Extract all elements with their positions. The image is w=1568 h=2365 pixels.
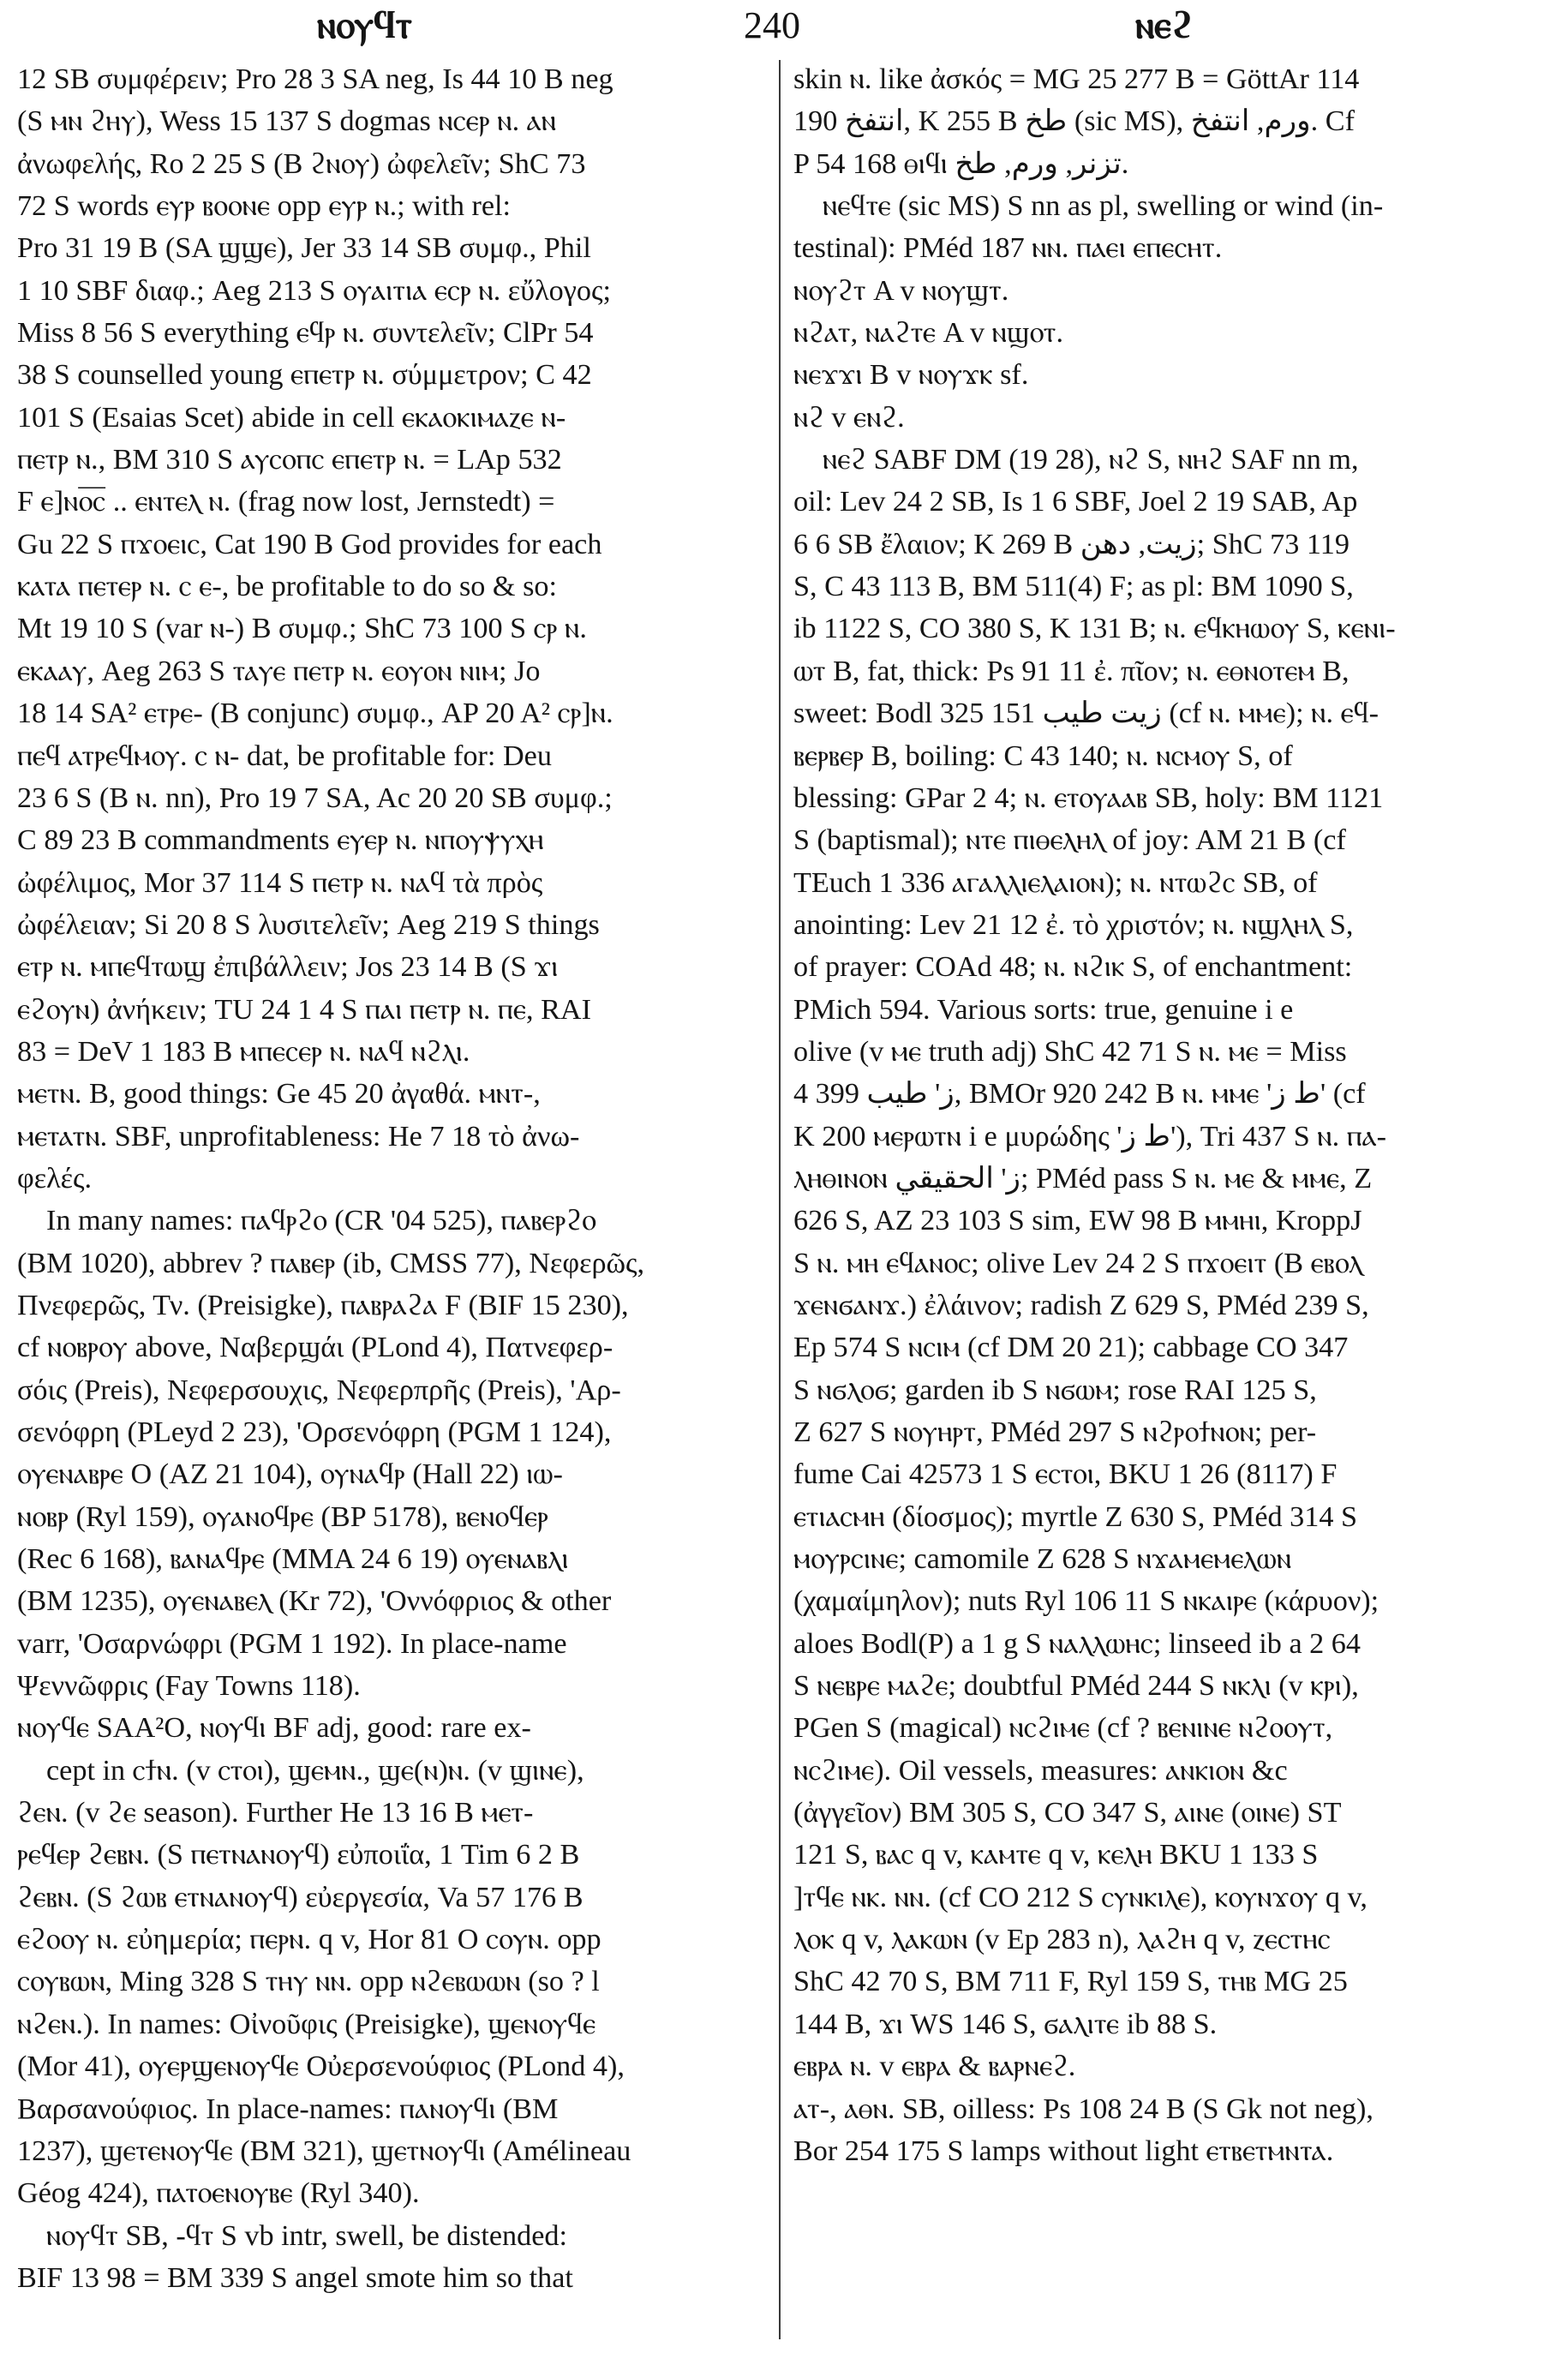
left-column-line: φελές. <box>17 1162 93 1194</box>
left-column-line: 1 10 SBF διαφ.; Aeg 213 S ⲟⲩⲁⲓⲧⲓⲁ ⲉⲥⲣ ⲛ. εὔλογος; <box>17 274 611 307</box>
right-column-line: ib 1122 S, CO 380 S, K 131 B; ⲛ. ⲉϥⲕⲏⲱⲟⲩ S, ⲕⲉⲛⲓ- <box>793 613 1396 645</box>
left-column-line: Géog 424), ⲡⲁⲧⲟⲉⲛⲟⲩⲃⲉ (Ryl 340). <box>17 2177 420 2210</box>
right-column-line: fume Cai 42573 1 S ⲉⲥⲧⲟⲓ, BKU 1 26 (8117) F <box>793 1458 1338 1491</box>
right-column-line: ⲛⲉϫϫⲓ B v ⲛⲟⲩϫⲕ sf. <box>793 359 1029 392</box>
left-column-line: cf ⲛⲟⲃⲣⲟⲩ above, Ναβερϣάι (PLond 4), Πατνεφερ- <box>17 1332 613 1364</box>
left-column-line: ὠφέλιμος, Mor 37 114 S ⲡⲉⲧⲣ ⲛ. ⲛⲁϥ τὰ πρὸς <box>17 866 543 899</box>
right-column-line: S ⲛⲉⲃⲣⲉ ⲙⲁϩⲉ; doubtful PMéd 244 S ⲛⲕⲗⲓ (v ⲕⲣⲓ), <box>793 1670 1359 1703</box>
left-column-line: ⲙⲉⲧⲛ. B, good things: Ge 45 20 ἀγαθά. ⲙⲛⲧ-, <box>17 1078 541 1111</box>
left-column-line: ἀνωφελής, Ro 2 25 S (B ϩⲛⲟⲩ) ὠφελεῖν; ShC 73 <box>17 147 586 180</box>
right-column-line: ⲙⲟⲩⲣⲥⲓⲛⲉ; camomile Z 628 S ⲛϫⲁⲙⲉⲙⲉⲗⲱⲛ <box>793 1543 1292 1576</box>
left-column-line: ⲛϩⲉⲛ.). In names: Οἰνοῦφις (Preisigke), ϣⲉⲛⲟⲩϥⲉ <box>17 2008 596 2040</box>
left-column-line: (Rec 6 168), ⲃⲁⲛⲁϥⲣⲉ (MMA 24 6 19) ⲟⲩⲉⲛⲁⲃⲗⲓ <box>17 1543 569 1576</box>
right-column-line: olive (v ⲙⲉ truth adj) ShC 42 71 S ⲛ. ⲙⲉ = Miss <box>793 1035 1347 1068</box>
right-column-line: S (baptismal); ⲛⲧⲉ ⲡⲓⲑⲉⲗⲏⲗ of joy: AM 21 B (cf <box>793 824 1346 857</box>
left-column-line: 12 SB συμφέρειν; Pro 28 3 SA neg, Is 44 10 B neg <box>17 63 613 95</box>
right-column-line: ⲗⲏⲑⲓⲛⲟⲛ ز' الحقيقي; PMéd pass S ⲛ. ⲙⲉ & ⲙⲙⲉ, Z <box>793 1162 1373 1194</box>
running-head-right: ⲛⲉϩ <box>1135 4 1194 46</box>
left-column-line: ⲕⲁⲧⲁ ⲡⲉⲧⲉⲣ ⲛ. ⲥ ⲉ-, be profitable to do so & so: <box>17 571 557 603</box>
right-column-line: 4 399 ز' طيب, BMOr 920 242 B ⲛ. ⲙⲙⲉ 'ط ز' (cf <box>793 1078 1366 1111</box>
right-column-line: ⲛⲟⲩϩⲧ A v ⲛⲟⲩϣⲧ. <box>793 274 1009 307</box>
right-column-line: ShC 42 70 S, BM 711 F, Ryl 159 S, ⲧⲏⲃ MG 25 <box>793 1966 1348 1998</box>
right-column-line: of prayer: COAd 48; ⲛ. ⲛϩⲓⲕ S, of enchantment: <box>793 951 1353 984</box>
right-column-line: S ⲛ. ⲙⲏ ⲉϥⲁⲛⲟⲥ; olive Lev 24 2 S ⲡϫⲟⲉⲓⲧ (B ⲉⲃⲟⲗ <box>793 1247 1363 1279</box>
left-column-line: 1237), ϣⲉⲧⲉⲛⲟⲩϥⲉ (BM 321), ϣⲉⲧⲛⲟⲩϥⲓ (Amélineau <box>17 2134 631 2167</box>
right-column-line: Bor 254 175 S lamps without light ⲉⲧⲃⲉⲧⲙⲛⲧⲁ. <box>793 2134 1334 2167</box>
right-column-line: PGen S (magical) ⲛⲥϩⲓⲙⲉ (cf ? ⲃⲉⲛⲓⲛⲉ ⲛϩⲟⲟⲩⲧ, <box>793 1712 1333 1745</box>
right-column-line: ⲛⲥϩⲓⲙⲉ). Oil vessels, measures: ⲁⲛⲕⲓⲟⲛ &c <box>793 1754 1288 1787</box>
left-column-line: ⲉⲕⲁⲁⲩ, Aeg 263 S ⲧⲁⲩⲉ ⲡⲉⲧⲣ ⲛ. ⲉⲟⲩⲟⲛ ⲛⲓⲙ; Jo <box>17 655 541 687</box>
left-column-line: (S ⲙⲛ ϩⲏⲩ), Wess 15 137 S dogmas ⲛⲥⲉⲣ ⲛ. ⲁⲛ <box>17 105 557 138</box>
right-column-line: 626 S, AZ 23 103 S sim, EW 98 B ⲙⲙⲏⲓ, KroppJ <box>793 1205 1362 1237</box>
left-column-line: ⲙⲉⲧⲁⲧⲛ. SBF, unprofitableness: He 7 18 τὸ ἀνω- <box>17 1120 580 1153</box>
left-column-line: ⲛⲟⲩϥⲉ SAA²O, ⲛⲟⲩϥⲓ BF adj, good: rare ex- <box>17 1712 531 1745</box>
left-column-line: varr, 'Οσαρνώφρι (PGM 1 192). In place-name <box>17 1627 567 1660</box>
right-column-line: ⲛⲉϥⲧⲉ (sic MS) S nn as pl, swelling or wind (in- <box>823 190 1384 223</box>
left-column-line: ⲟⲩⲉⲛⲁⲃⲣⲉ O (AZ 21 104), ⲟⲩⲛⲁϥⲣ (Hall 22) ⲓⲱ- <box>17 1458 563 1491</box>
right-column-line: 6 6 SB ἔλαιον; K 269 B زيت, دهن; ShC 73 119 <box>793 528 1350 560</box>
left-column-line: 23 6 S (B ⲛ. nn), Pro 19 7 SA, Ac 20 20 SB συμφ.; <box>17 781 613 814</box>
left-column-line: 18 14 SA² ⲉⲧⲣⲉ- (B conjunc) συμφ., AP 20 A² ⲥⲣ]ⲛ. <box>17 698 613 730</box>
left-column-line: Pro 31 19 B (SA ϣϣⲉ), Jer 33 14 SB συμφ., Phil <box>17 232 591 265</box>
left-column-line: Mt 19 10 S (var ⲛ-) B συμφ.; ShC 73 100 S ⲥⲣ ⲛ. <box>17 613 587 645</box>
right-column-line: ⲱⲧ B, fat, thick: Ps 91 11 ἐ. πῖον; ⲛ. ⲉⲑⲛⲟⲧⲉⲙ B, <box>793 655 1350 687</box>
right-column-line: K 200 ⲙⲉⲣⲱⲧⲛ i e μυρώδης 'ط ز'), Tri 437 S ⲛ. ⲡⲁ- <box>793 1120 1387 1153</box>
left-column-line: In many names: ⲡⲁϥⲣϩⲟ (CR '04 525), ⲡⲁⲃⲉⲣϩⲟ <box>46 1205 596 1237</box>
right-column-line: ⲛϩⲁⲧ, ⲛⲁϩⲧⲉ A v ⲛϣⲟⲧ. <box>793 317 1064 350</box>
left-column-line: σενόφρη (PLeyd 2 23), 'Ορσενόφρη (PGM 1 124), <box>17 1416 612 1448</box>
right-column-line: oil: Lev 24 2 SB, Is 1 6 SBF, Joel 2 19 SAB, Ap <box>793 486 1358 518</box>
left-column-line: F ⲉ]ⲛⲟ̅ⲥ̅ .. ⲉⲛⲧⲉⲗ ⲛ. (frag now lost, Jernstedt) = <box>17 486 555 518</box>
right-column-line: Ep 574 S ⲛⲥⲓⲙ (cf DM 20 21); cabbage CO 347 <box>793 1332 1349 1364</box>
right-column-line: skin ⲛ. like ἀσκός = MG 25 277 B = GöttAr 114 <box>793 63 1360 95</box>
left-column-line: (BM 1020), abbrev ? ⲡⲁⲃⲉⲣ (ib, CMSS 77), Νεφερῶς, <box>17 1247 645 1279</box>
right-column-line: Z 627 S ⲛⲟⲩⲏⲣⲧ, PMéd 297 S ⲛϩⲣⲟϯⲛⲟⲛ; per- <box>793 1416 1317 1448</box>
column-divider <box>779 60 781 2339</box>
left-column-line: ⲉⲧⲣ ⲛ. ⲙⲡⲉϥⲧⲱϣ ἐπιβάλλειν; Jos 23 14 B (S ϫⲓ <box>17 951 559 984</box>
right-column-line: 121 S, ⲃⲁⲥ q v, ⲕⲁⲙⲧⲉ q v, ⲕⲉⲗⲏ BKU 1 133 S <box>793 1839 1319 1871</box>
left-column-line: (BM 1235), ⲟⲩⲉⲛⲁⲃⲉⲗ (Kr 72), 'Οννόφριος & other <box>17 1585 612 1618</box>
right-column-line: sweet: Bodl 325 151 زيت طيب (cf ⲛ. ⲙⲙⲉ); ⲛ. ⲉϥ- <box>793 698 1379 730</box>
left-column-line: 83 = DeV 1 183 B ⲙⲡⲉⲥⲉⲣ ⲛ. ⲛⲁϥ ⲛϩⲗⲓ. <box>17 1035 470 1068</box>
right-column-line: ⲛϩ v ⲉⲛϩ. <box>793 401 905 434</box>
right-column-line: testinal): PMéd 187 ⲛⲛ. ⲡⲁⲉⲓ ⲉⲡⲉⲥⲏⲧ. <box>793 232 1223 265</box>
right-column-line: ⲉⲃⲣⲁ ⲛ. v ⲉⲃⲣⲁ & ⲃⲁⲣⲛⲉϩ. <box>793 2051 1076 2083</box>
left-column-line: ⲣⲉϥⲉⲣ ϩⲉⲃⲛ. (S ⲡⲉⲧⲛⲁⲛⲟⲩϥ) εὐποιΐα, 1 Tim 6 2 B <box>17 1839 580 1871</box>
left-column-line: 72 S words ⲉⲩⲣ ⲃⲟⲟⲛⲉ opp ⲉⲩⲣ ⲛ.; with rel: <box>17 190 512 223</box>
right-column-line: PMich 594. Various sorts: true, genuine i e <box>793 993 1294 1026</box>
right-column-line: ⲉⲧⲓⲁⲥⲙⲏ (δίοσμος); myrtle Z 630 S, PMéd 314 S <box>793 1500 1357 1533</box>
right-column-line: ⲁⲧ-, ⲁⲑⲛ. SB, oilless: Ps 108 24 B (S Gk not neg), <box>793 2093 1373 2125</box>
right-column-line: aloes Bodl(P) a 1 g S ⲛⲁⲗⲗⲱⲏⲥ; linseed ib a 2 64 <box>793 1627 1361 1660</box>
right-column-line: 144 B, ϫⲓ WS 146 S, ϭⲁⲗⲓⲧⲉ ib 88 S. <box>793 2008 1218 2040</box>
left-column-line: ⲛⲟⲃⲣ (Ryl 159), ⲟⲩⲁⲛⲟϥⲣⲉ (BP 5178), ⲃⲉⲛⲟϥⲉⲣ <box>17 1500 548 1533</box>
left-column-line: ϩⲉⲛ. (v ϩⲉ season). Further He 13 16 B ⲙⲉⲧ- <box>17 1797 534 1829</box>
left-column-line: ⲉϩⲟⲩⲛ) ἀνήκειν; TU 24 1 4 S ⲡⲁⲓ ⲡⲉⲧⲣ ⲛ. ⲡⲉ, RAI <box>17 993 591 1026</box>
left-column-line: ⲛⲟⲩϥⲧ SB, -ϥⲧ S vb intr, swell, be distended: <box>46 2219 567 2252</box>
left-column-line: Miss 8 56 S everything ⲉϥⲣ ⲛ. συντελεῖν; ClPr 54 <box>17 317 594 350</box>
left-column-line: ⲥⲟⲩⲃⲱⲛ, Ming 328 S ⲧⲏⲩ ⲛⲛ. opp ⲛϩⲉⲃⲱⲱⲛ (so ? l <box>17 1966 600 1998</box>
right-column-line: 190 انتفخ, K 255 B طخ (sic MS), ورم, انتفخ. Cf <box>793 105 1355 138</box>
right-column-line: ϫⲉⲛϭⲁⲛϫ.) ἐλάινον; radish Z 629 S, PMéd 239 S, <box>793 1289 1369 1321</box>
left-column-line: 38 S counselled young ⲉⲡⲉⲧⲣ ⲛ. σύμμετρον; C 42 <box>17 359 592 392</box>
left-column-line: (Mor 41), ⲟⲩⲉⲣϣⲉⲛⲟⲩϥⲉ Οὐερσενούφιος (PLond 4), <box>17 2051 625 2083</box>
right-column-line: ⲗⲟⲕ q v, ⲗⲁⲕⲱⲛ (v Ep 283 n), ⲗⲁϩⲏ q v, ⲍⲉⲥⲧⲏⲥ <box>793 1924 1331 1956</box>
left-column-line: BIF 13 98 = BM 339 S angel smote him so that <box>17 2261 573 2294</box>
running-head-left: ⲛⲟⲩϥⲧ <box>317 4 412 46</box>
left-column-line: Πνεφερῶς, Τν. (Preisigke), ⲡⲁⲃⲣⲁϩⲁ F (BIF 15 230), <box>17 1289 629 1321</box>
right-column-line: ⲛⲉϩ SABF DM (19 28), ⲛϩ S, ⲛⲏϩ SAF nn m, <box>823 444 1359 476</box>
right-column-line: blessing: GPar 2 4; ⲛ. ⲉⲧⲟⲩⲁⲁⲃ SB, holy: BM 1121 <box>793 781 1384 814</box>
left-column-line: Gu 22 S ⲡϫⲟⲉⲓⲥ, Cat 190 B God provides for each <box>17 528 602 560</box>
left-column-line: Βαρσανούφιος. In place-names: ⲡⲁⲛⲟⲩϥⲓ (BM <box>17 2093 559 2125</box>
right-column-line: S, C 43 113 B, BM 511(4) F; as pl: BM 1090 S, <box>793 571 1354 603</box>
right-column-line: TEuch 1 336 ⲁⲅⲁⲗⲗⲓⲉⲗⲁⲓⲟⲛ); ⲛ. ⲛⲧⲱϩⲥ SB, of <box>793 866 1318 899</box>
left-column-line: σόις (Preis), Νεφερσουχις, Νεφερπρῆς (Preis), 'Αρ- <box>17 1374 621 1406</box>
left-column-line: ὠφέλειαν; Si 20 8 S λυσιτελεῖν; Aeg 219 S things <box>17 908 600 941</box>
left-column-line: ⲡⲉⲧⲣ ⲛ., BM 310 S ⲁⲩⲥⲟⲡⲥ ⲉⲡⲉⲧⲣ ⲛ. = LAp 532 <box>17 444 562 476</box>
left-column-line: ⲡⲉϥ ⲁⲧⲣⲉϥⲙⲟⲩ. ⲥ ⲛ- dat, be profitable for: Deu <box>17 739 552 772</box>
left-column-line: Ψεννῶφρις (Fay Towns 118). <box>17 1670 361 1703</box>
left-column-line: C 89 23 B commandments ⲉⲩⲉⲣ ⲛ. ⲛⲡⲟⲩⲯⲩⲭⲏ <box>17 824 544 857</box>
left-column <box>17 58 769 2299</box>
page-number: 240 <box>744 4 800 46</box>
right-column-line: anointing: Lev 21 12 ἐ. τὸ χριστόν; ⲛ. ⲛϣⲗⲏⲗ S, <box>793 908 1354 941</box>
right-column-line: ⲃⲉⲣⲃⲉⲣ B, boiling: C 43 140; ⲛ. ⲛⲥⲙⲟⲩ S, of <box>793 739 1293 772</box>
right-column-line: (χαμαίμηλον); nuts Ryl 106 11 S ⲛⲕⲁⲓⲣⲉ (κάρυον); <box>793 1585 1379 1618</box>
right-column-line: ]ⲧϥⲉ ⲛⲕ. ⲛⲛ. (cf CO 212 S ⲥⲩⲛⲕⲓⲗⲉ), ⲕⲟⲩⲛϫⲟⲩ q v, <box>793 1881 1368 1913</box>
left-column-line: cept in ⲥϯⲛ. (v ⲥⲧⲟⲓ), ϣⲉⲙⲛ., ϣⲉ(ⲛ)ⲛ. (v ϣⲓⲛⲉ), <box>46 1754 584 1787</box>
left-column-line: ⲉϩⲟⲟⲩ ⲛ. εὐημερία; ⲡⲉⲣⲛ. q v, Hor 81 O ⲥⲟⲩⲛ. opp <box>17 1924 601 1956</box>
right-column-line: P 54 168 ⲑⲓϥⲓ تزنر, ورم, طخ. <box>793 147 1129 180</box>
right-column-line: S ⲛϭⲗⲟϭ; garden ib S ⲛϭⲱⲙ; rose RAI 125 S, <box>793 1374 1317 1406</box>
left-column-line: 101 S (Esaias Scet) abide in cell ⲉⲕⲁⲟⲕⲓⲙⲁⲍⲉ ⲛ- <box>17 401 566 434</box>
left-column-line: ϩⲉⲃⲛ. (S ϩⲱⲃ ⲉⲧⲛⲁⲛⲟⲩϥ) εὐεργεσία, Va 57 176 B <box>17 1881 584 1913</box>
right-column <box>793 58 1553 2172</box>
right-column-line: (ἀγγεῖον) BM 305 S, CO 347 S, ⲁⲓⲛⲉ (ⲟⲓⲛⲉ) ST <box>793 1797 1342 1829</box>
